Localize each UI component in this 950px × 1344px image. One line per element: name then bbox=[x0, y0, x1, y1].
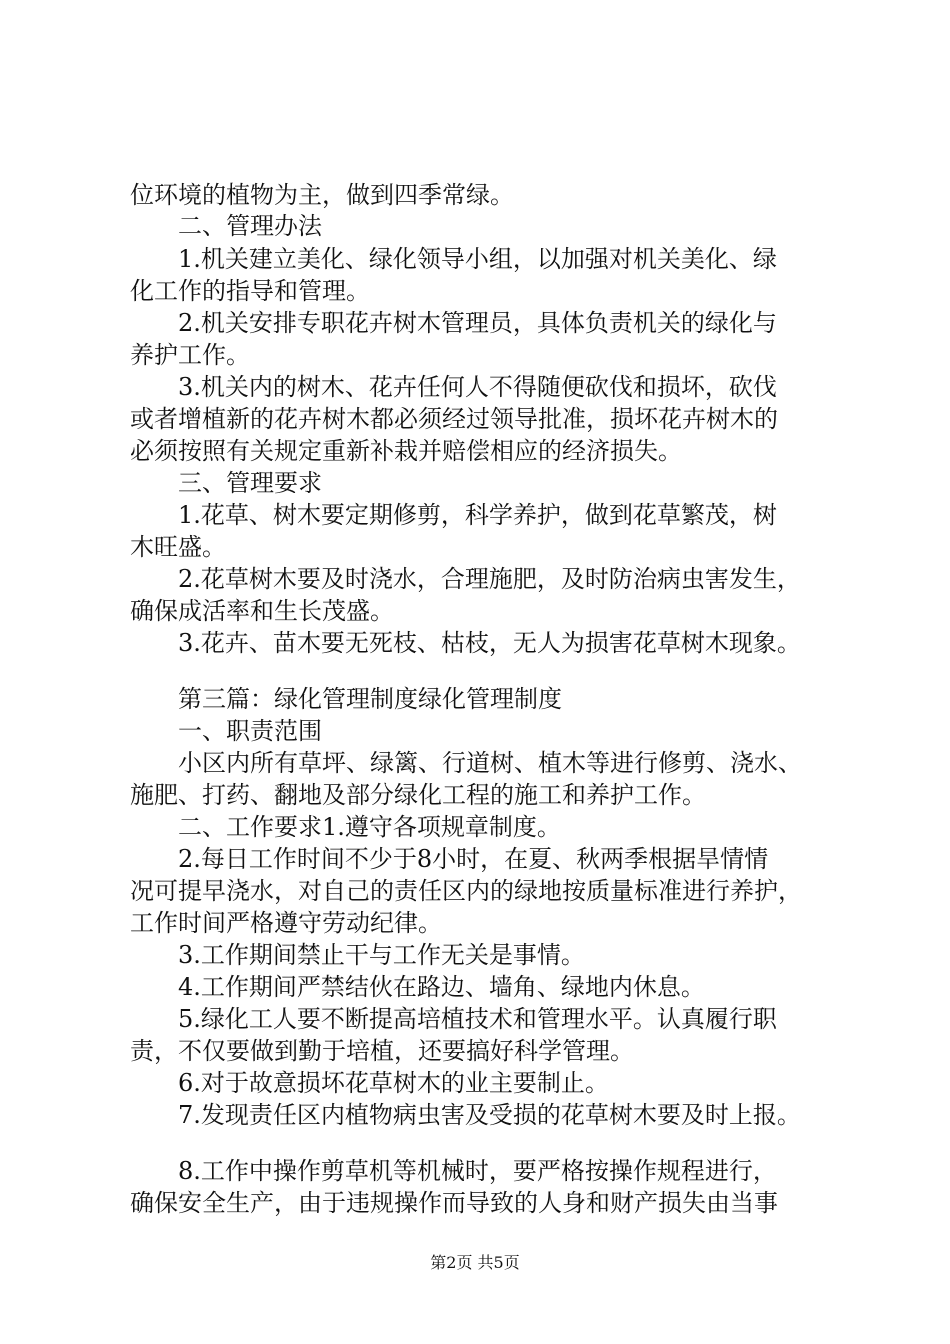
section-heading: 二、管理办法 bbox=[178, 212, 322, 240]
text-line: 责，不仅要做到勤于培植，还要搞好科学管理。 bbox=[130, 1037, 634, 1065]
text-line: 位环境的植物为主，做到四季常绿。 bbox=[130, 181, 514, 209]
text-line: 4.工作期间严禁结伙在路边、墙角、绿地内休息。 bbox=[178, 973, 705, 1001]
text-line: 3.机关内的树木、花卉任何人不得随便砍伐和损坏，砍伐 bbox=[178, 373, 777, 401]
section-heading: 一、职责范围 bbox=[178, 717, 322, 745]
text-line: 工作时间严格遵守劳动纪律。 bbox=[130, 909, 442, 937]
text-line: 必须按照有关规定重新补栽并赔偿相应的经济损失。 bbox=[130, 437, 682, 465]
text-line: 确保安全生产，由于违规操作而导致的人身和财产损失由当事 bbox=[130, 1189, 778, 1217]
text-line: 或者增植新的花卉树木都必须经过领导批准，损坏花卉树木的 bbox=[130, 405, 778, 433]
text-line: 1.机关建立美化、绿化领导小组，以加强对机关美化、绿 bbox=[178, 245, 777, 273]
text-line: 养护工作。 bbox=[130, 341, 250, 369]
text-line: 6.对于故意损坏花草树木的业主要制止。 bbox=[178, 1069, 609, 1097]
text-line: 1.花草、树木要定期修剪，科学养护，做到花草繁茂，树 bbox=[178, 501, 777, 529]
text-line: 木旺盛。 bbox=[130, 533, 226, 561]
text-line: 2.花草树木要及时浇水，合理施肥，及时防治病虫害发生， bbox=[178, 565, 801, 593]
text-line: 2.机关安排专职花卉树木管理员，具体负责机关的绿化与 bbox=[178, 309, 777, 337]
text-line: 二、工作要求1.遵守各项规章制度。 bbox=[178, 813, 561, 841]
text-line: 8.工作中操作剪草机等机械时，要严格按操作规程进行， bbox=[178, 1157, 777, 1185]
text-line: 确保成活率和生长茂盛。 bbox=[130, 597, 394, 625]
text-line: 2.每日工作时间不少于8小时，在夏、秋两季根据旱情情 bbox=[178, 845, 769, 873]
chapter-title: 第三篇：绿化管理制度绿化管理制度 bbox=[178, 685, 562, 713]
text-line: 小区内所有草坪、绿篱、行道树、植木等进行修剪、浇水、 bbox=[178, 749, 802, 777]
text-line: 况可提早浇水，对自己的责任区内的绿地按质量标准进行养护， bbox=[130, 877, 802, 905]
text-line: 化工作的指导和管理。 bbox=[130, 277, 370, 305]
text-line: 5.绿化工人要不断提高培植技术和管理水平。认真履行职 bbox=[178, 1005, 777, 1033]
section-heading: 三、管理要求 bbox=[178, 469, 322, 497]
text-line: 施肥、打药、翻地及部分绿化工程的施工和养护工作。 bbox=[130, 781, 706, 809]
text-line: 3.花卉、苗木要无死枝、枯枝，无人为损害花草树木现象。 bbox=[178, 629, 801, 657]
page-number-footer: 第2页 共5页 bbox=[430, 1253, 520, 1272]
text-line: 7.发现责任区内植物病虫害及受损的花草树木要及时上报。 bbox=[178, 1101, 801, 1129]
text-line: 3.工作期间禁止干与工作无关是事情。 bbox=[178, 941, 585, 969]
